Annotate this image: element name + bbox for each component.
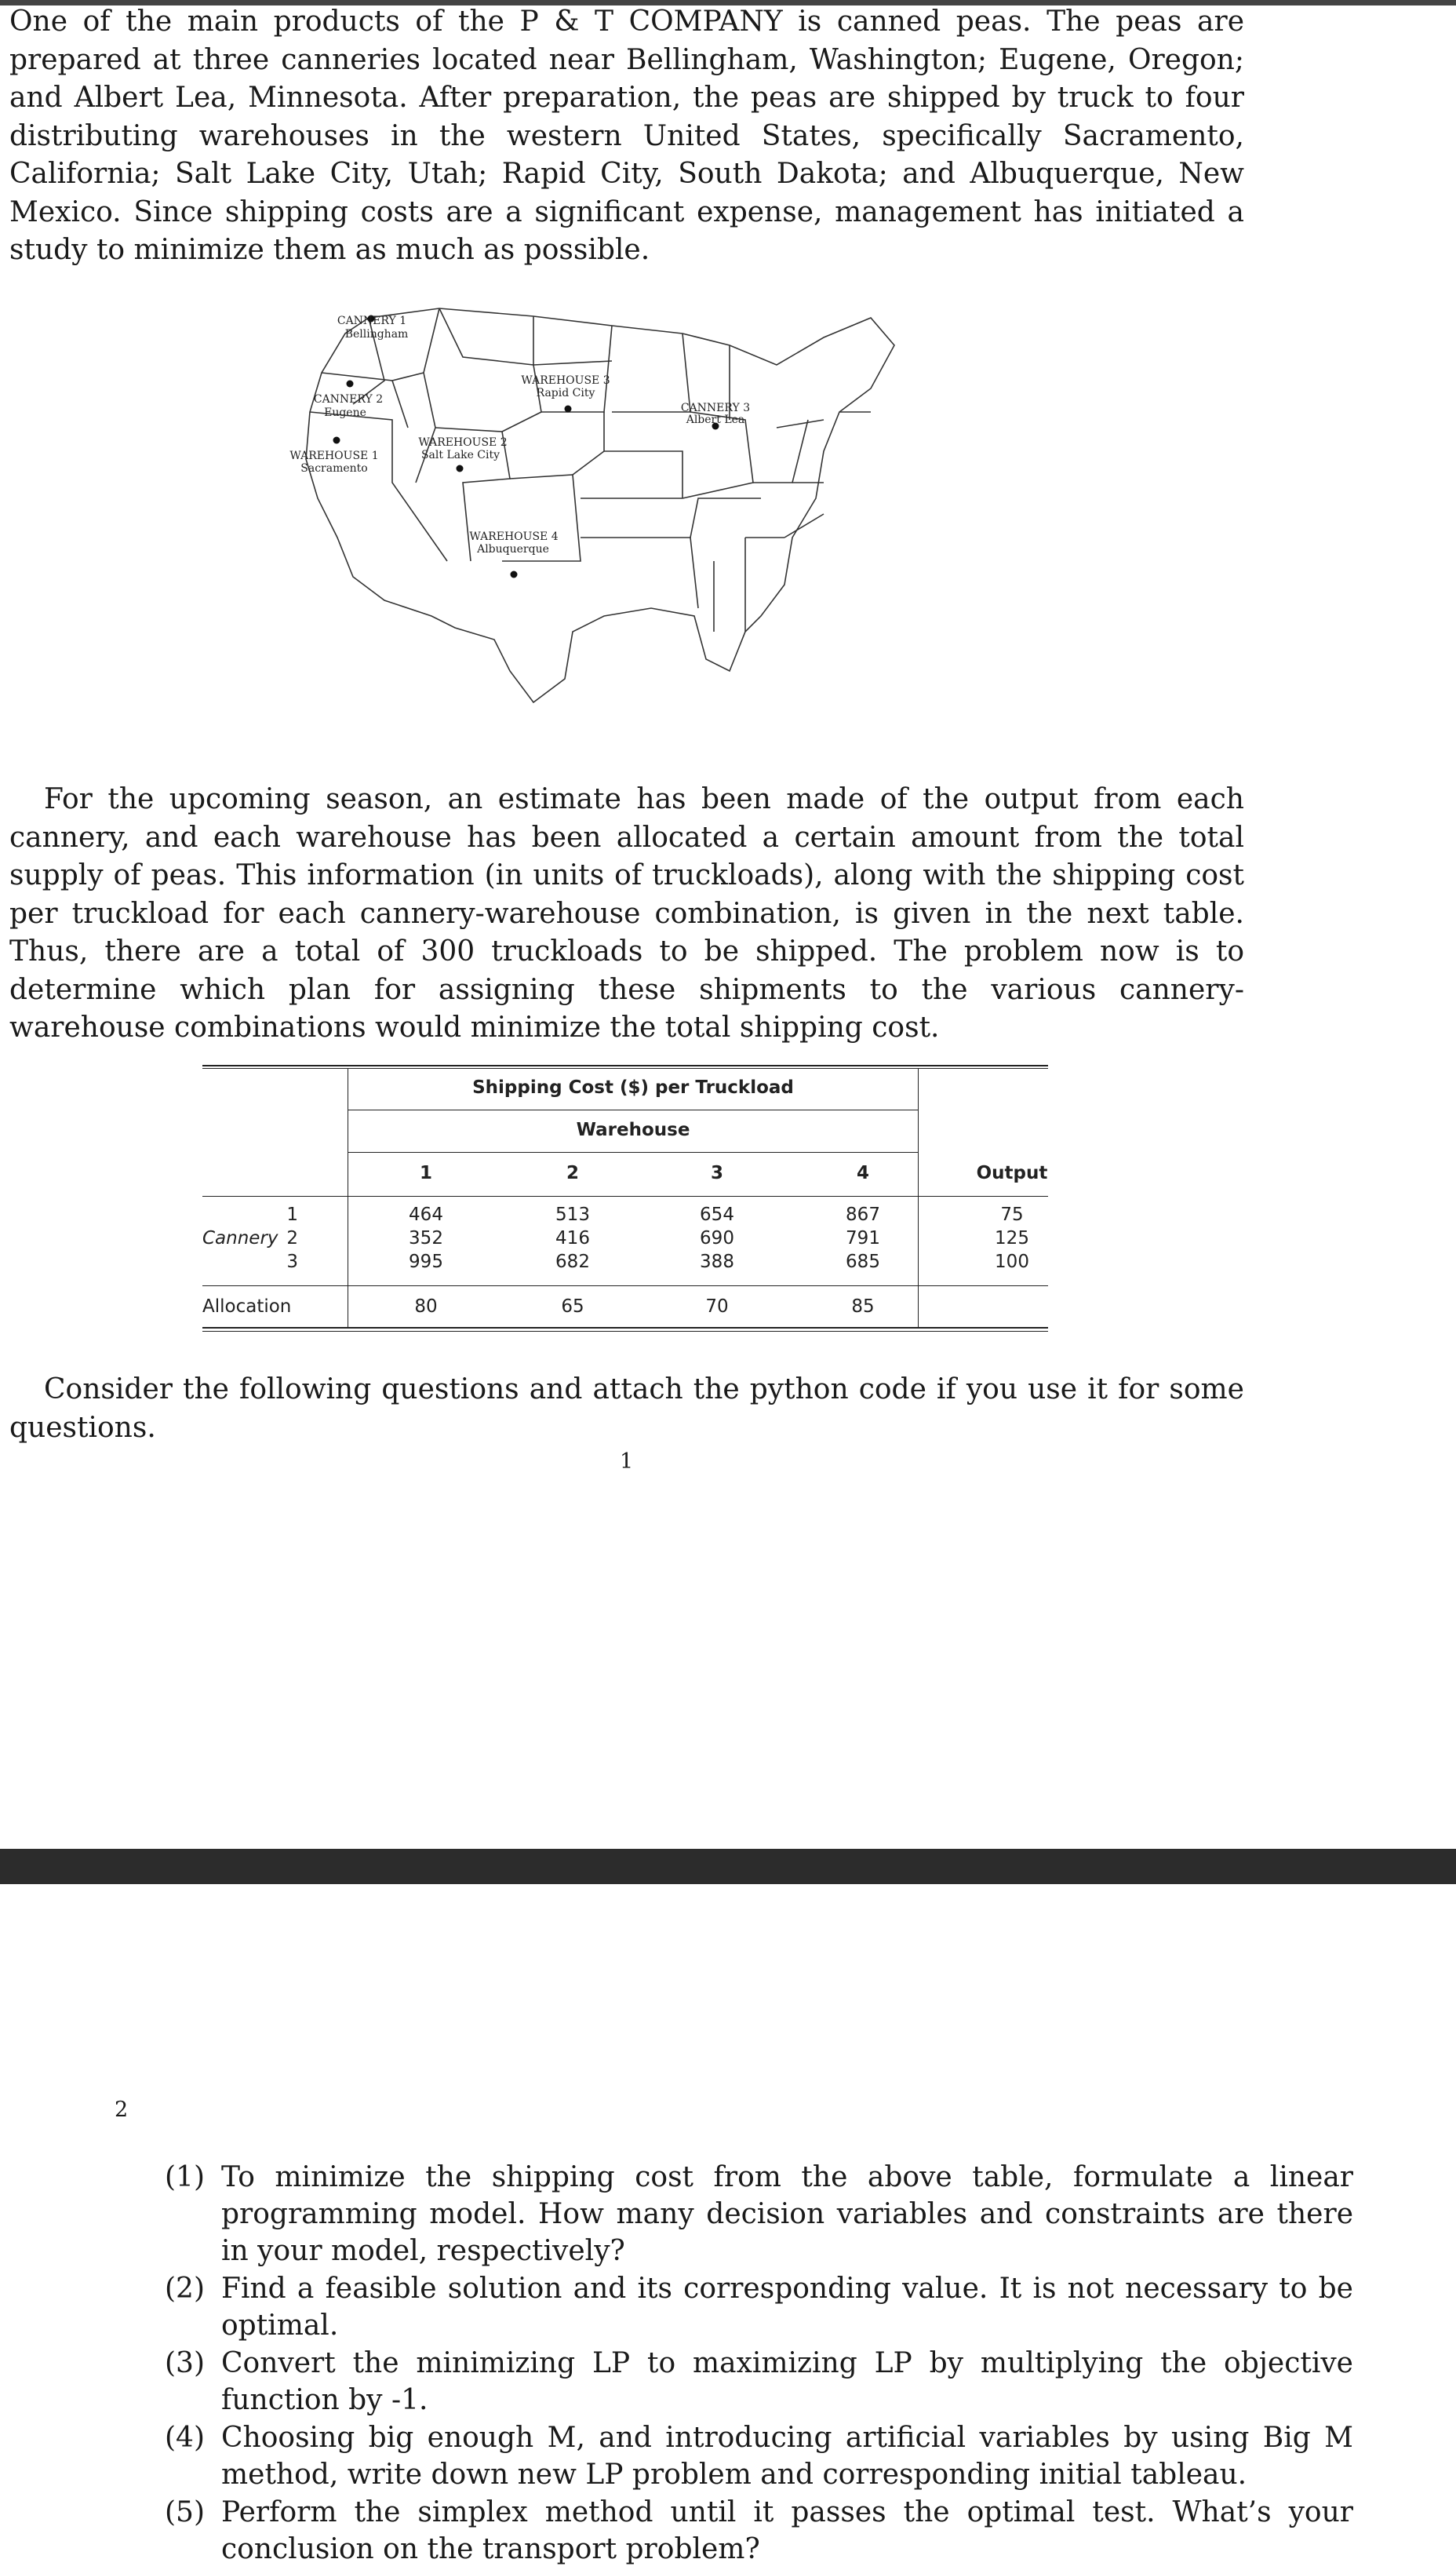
warehouse-1-dot [333,437,340,444]
cost-cell: 654 [700,1205,734,1225]
question-item [165,2159,1353,2269]
question-item [165,2270,1353,2344]
cost-cell: 791 [846,1228,880,1249]
table-subtitle: Warehouse [576,1120,690,1140]
table-vrule [918,1068,919,1329]
cost-cell: 867 [846,1205,880,1225]
warehouse-4-city: Albuquerque [477,543,549,556]
warehouse-4-dot [511,571,518,578]
question-item [165,2494,1353,2568]
map-outline [306,308,894,702]
intro-paragraph: One of the main products of the P & T COMPANY is canned peas. The peas are prepared at three canneries located near Bellingham, Washington; Eugene, Oregon; and Albert Lea, Minnesota. After preparation, the peas are shipped by truck to four distributing warehouses in the western United States, specifically Sacramento, California; Salt Lake City, Utah; Rapid City, South Dakota; and Albuquerque, New Mexico. Since shipping costs are a significant expense, management has initiated a study to minimize them as much as possible. [9,5,1244,266]
cost-cell: 388 [700,1252,734,1272]
warehouse-3-city: Rapid City [536,387,595,399]
cost-cell: 682 [555,1252,590,1272]
question-text: Choosing big enough M, and introducing artificial variables by using Big M method, write down new LP problem and corresponding initial tableau. [221,2422,1353,2491]
table-rule [202,1331,1048,1332]
question-text: Perform the simplex method until it passes the optimal test. What’s your conclusion on the transport problem? [221,2496,1353,2565]
allocation-cell: 70 [705,1296,729,1317]
cannery-2-city: Eugene [324,406,366,419]
page-number: 2 [115,2098,129,2122]
us-map [275,302,1004,745]
shipping-cost-table [202,1065,1048,1333]
allocation-cell: 80 [414,1296,438,1317]
warehouse-1-label: WAREHOUSE 1 [289,450,379,462]
output-cell: 75 [1000,1205,1024,1225]
question-item [165,2419,1353,2493]
table-title: Shipping Cost ($) per Truckload [472,1077,794,1098]
question-number: (2) [165,2273,205,2305]
supply-paragraph: For the upcoming season, an estimate has been made of the output from each cannery, and each warehouse has been allocated a certain amount from the total supply of peas. This information (in units of truckloads), along with the shipping cost per truckload for each cannery-warehouse combination, is given in the next table. Thus, there are a total of 300 truckloads to be shipped. The problem now is to determine which plan for assigning these shipments to the various cannery-warehouse combinations would minimize the total shipping cost. [9,783,1244,1044]
row-header-cannery: Cannery [202,1228,278,1249]
instructions-paragraph: Consider the following questions and attach the python code if you use it for some questions. [9,1373,1244,1444]
cannery-1-city: Bellingham [344,328,409,341]
question-text: To minimize the shipping cost from the above table, formulate a linear programming model. How many decision variables and constraints are there in your model, respectively? [221,2161,1353,2267]
warehouse-1-city: Sacramento [300,462,368,475]
cannery-3-label: CANNERY 3 [680,402,751,414]
cannery-2-dot [347,381,354,388]
table-rule [202,1196,1048,1197]
allocation-cell: 85 [851,1296,875,1317]
table-rule [202,1327,1048,1329]
cannery-id-3: 3 [286,1252,298,1272]
warehouse-3-dot [565,406,572,413]
page-separator [0,1849,1456,1884]
col-header-warehouse-4: 4 [856,1163,870,1183]
table-rule [202,1065,1048,1066]
cannery-3-city: Albert Lea [686,414,745,426]
cost-cell: 416 [555,1228,590,1249]
question-number: (3) [165,2347,205,2379]
col-header-output: Output [976,1163,1048,1183]
warehouse-2-label: WAREHOUSE 2 [418,436,508,449]
question-number: (1) [165,2161,205,2193]
output-cell: 100 [995,1252,1029,1272]
table-rule [202,1068,1048,1069]
table-rule [202,1285,1048,1286]
cannery-id-2: 2 [286,1228,298,1249]
question-list [165,2159,1353,2568]
cost-cell: 352 [409,1228,443,1249]
cost-cell: 995 [409,1252,443,1272]
cost-cell: 513 [555,1205,590,1225]
warehouse-2-city: Salt Lake City [420,449,500,461]
cannery-2-label: CANNERY 2 [313,393,384,406]
question-item [165,2345,1353,2419]
question-text: Find a feasible solution and its corresponding value. It is not necessary to be optimal. [221,2273,1353,2342]
warehouse-3-label: WAREHOUSE 3 [521,374,610,387]
col-header-warehouse-1: 1 [419,1163,433,1183]
question-text: Convert the minimizing LP to maximizing LP by multiplying the objective function by -1. [221,2347,1353,2416]
col-header-warehouse-2: 2 [566,1163,580,1183]
question-number: (5) [165,2496,205,2528]
question-number: (4) [165,2422,205,2454]
cost-cell: 464 [409,1205,443,1225]
table-rule [348,1152,918,1153]
warehouse-4-label: WAREHOUSE 4 [469,530,559,543]
cost-cell: 690 [700,1228,734,1249]
cannery-1-label: CANNERY 1 [337,315,407,327]
page-number: 1 [620,1449,634,1474]
cannery-id-1: 1 [286,1205,298,1225]
output-cell: 125 [995,1228,1029,1249]
col-header-warehouse-3: 3 [710,1163,724,1183]
warehouse-2-dot [457,465,464,472]
allocation-cell: 65 [561,1296,584,1317]
allocation-label: Allocation [202,1296,292,1317]
cost-cell: 685 [846,1252,880,1272]
